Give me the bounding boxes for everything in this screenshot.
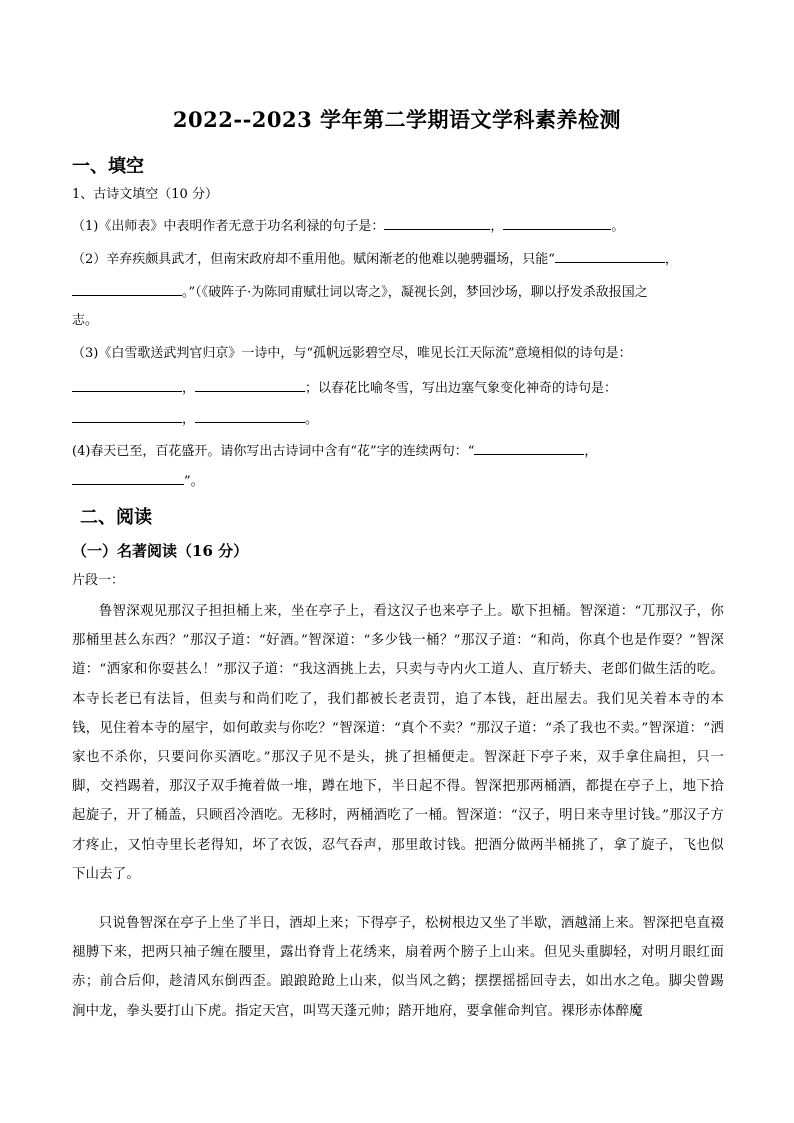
question-1-4-line-1 xyxy=(72,440,597,461)
question-1-3-line-1: （3)《白雪歌送武判官归京》一诗中，与“孤帆远影碧空尽，唯见长江天际流”意境相似的诗句是： xyxy=(72,346,632,361)
question-text: 。”（《破阵子·为陈同甫赋壮词以寄之》，凝视长剑，梦回沙场，聊以抒发杀敌报国之 xyxy=(182,285,648,300)
answer-blank[interactable] xyxy=(72,470,184,485)
question-1-2-line-3: 志。 xyxy=(72,313,99,328)
answer-blank[interactable] xyxy=(474,440,584,455)
passage-paragraph-2: 只说鲁智深在亭子上坐了半日，酒却上来；下得亭子，松树根边又坐了半歇，酒越涌上来。智深把皂直裰褪膊下来，把两只袖子缠在腰里，露出脊背上花绣来，扇着两个膀子上山来。但见头重脚轻，对明月眼红面赤；前合后仰，趁清风东倒西歪。踉踉跄跄上山来，似当风之鹤；摆摆摇摇回寺去，如出水之龟。脚尖曾踢涧中龙，拳头要打山下虎。指定天宫，叫骂天蓬元帅；踏开地府，要拿催命判官。裸形赤体醉魔 xyxy=(72,916,724,1019)
question-text: (4)春天已至，百花盛开。请你写出古诗词中含有“花”字的连续两句：“ xyxy=(72,444,475,459)
question-1-3-line-2 xyxy=(72,377,617,398)
answer-blank[interactable] xyxy=(72,281,182,296)
punctuation: ， xyxy=(182,381,196,396)
answer-blank[interactable] xyxy=(72,408,182,423)
answer-blank[interactable] xyxy=(503,215,611,230)
question-1-2-line-1 xyxy=(72,248,678,269)
punctuation: 。 xyxy=(611,219,625,234)
question-1-4-line-2 xyxy=(72,470,204,491)
punctuation: ， xyxy=(584,444,598,459)
punctuation: ， xyxy=(490,219,504,234)
punctuation: ， xyxy=(182,412,196,427)
answer-blank[interactable] xyxy=(384,215,490,230)
question-text: （2）辛弃疾颇具武才，但南宋政府却不重用他。赋闲渐老的他难以驰骋疆场，只能“ xyxy=(72,252,555,267)
question-1-3-line-3 xyxy=(72,408,318,429)
answer-blank[interactable] xyxy=(195,377,305,392)
passage-paragraph-1: 鲁智深观见那汉子担担桶上来，坐在亭子上，看这汉子也来亭子上。歇下担桶。智深道：“兀那汉子，你那桶里甚么东西？”那汉子道：“好酒。”智深道：“多少钱一桶？”那汉子道：“和尚，你真个也是作耍？”智深道：“洒家和你耍甚么！”那汉子道：“我这酒挑上去，只卖与寺内火工道人、直厅轿夫、老郎们做生活的吃。本寺长老已有法旨，但卖与和尚们吃了，我们都被长老责罚，追了本钱，赶出屋去。我们见关着本寺的本钱，见住着本寺的屋宇，如何敢卖与你吃？”智深道：“真个不卖？”那汉子道：“杀了我也不卖。”智深道：“洒家也不杀你，只要问你买酒吃。”那汉子见不是头，挑了担桶便走。智深赶下亭子来，双手拿住扁担，只一脚，交裆踢着，那汉子双手掩着做一堆，蹲在地下，半日起不得。智深把那两桶酒，都提在亭子上，地下拾起旋子，开了桶盖，只顾舀冷酒吃。无移时，两桶酒吃了一桶。智深道：“汉子，明日来寺里讨钱。”那汉子方才疼止，又怕寺里长老得知，坏了衣饭，忍气吞声，那里敢讨钱。把酒分做两半桶挑了，拿了旋子，飞也似下山去了。 xyxy=(72,604,724,882)
punctuation: ， xyxy=(664,252,678,267)
punctuation: ”。 xyxy=(184,474,204,489)
answer-blank[interactable] xyxy=(555,248,665,263)
exam-title: 2022--2023 学年第二学期语文学科素养检测 xyxy=(172,107,622,132)
question-1-label: 1、古诗文填空（10 分） xyxy=(72,187,218,202)
answer-blank[interactable] xyxy=(195,408,305,423)
answer-blank[interactable] xyxy=(72,377,182,392)
subsection-heading-classics: （一）名著阅读（16 分） xyxy=(72,542,249,560)
section-heading-fill-in: 一、填空 xyxy=(72,156,144,177)
question-text: （1)《出师表》中表明作者无意于功名利禄的句子是： xyxy=(72,219,385,234)
fragment-label: 片段一： xyxy=(72,573,125,588)
question-1-1 xyxy=(72,215,624,236)
section-heading-reading: 二、阅读 xyxy=(80,507,152,528)
punctuation: 。 xyxy=(305,412,319,427)
question-text: ；以春花比喻冬雪，写出边塞气象变化神奇的诗句是： xyxy=(305,381,618,396)
question-1-2-line-2 xyxy=(72,281,648,302)
